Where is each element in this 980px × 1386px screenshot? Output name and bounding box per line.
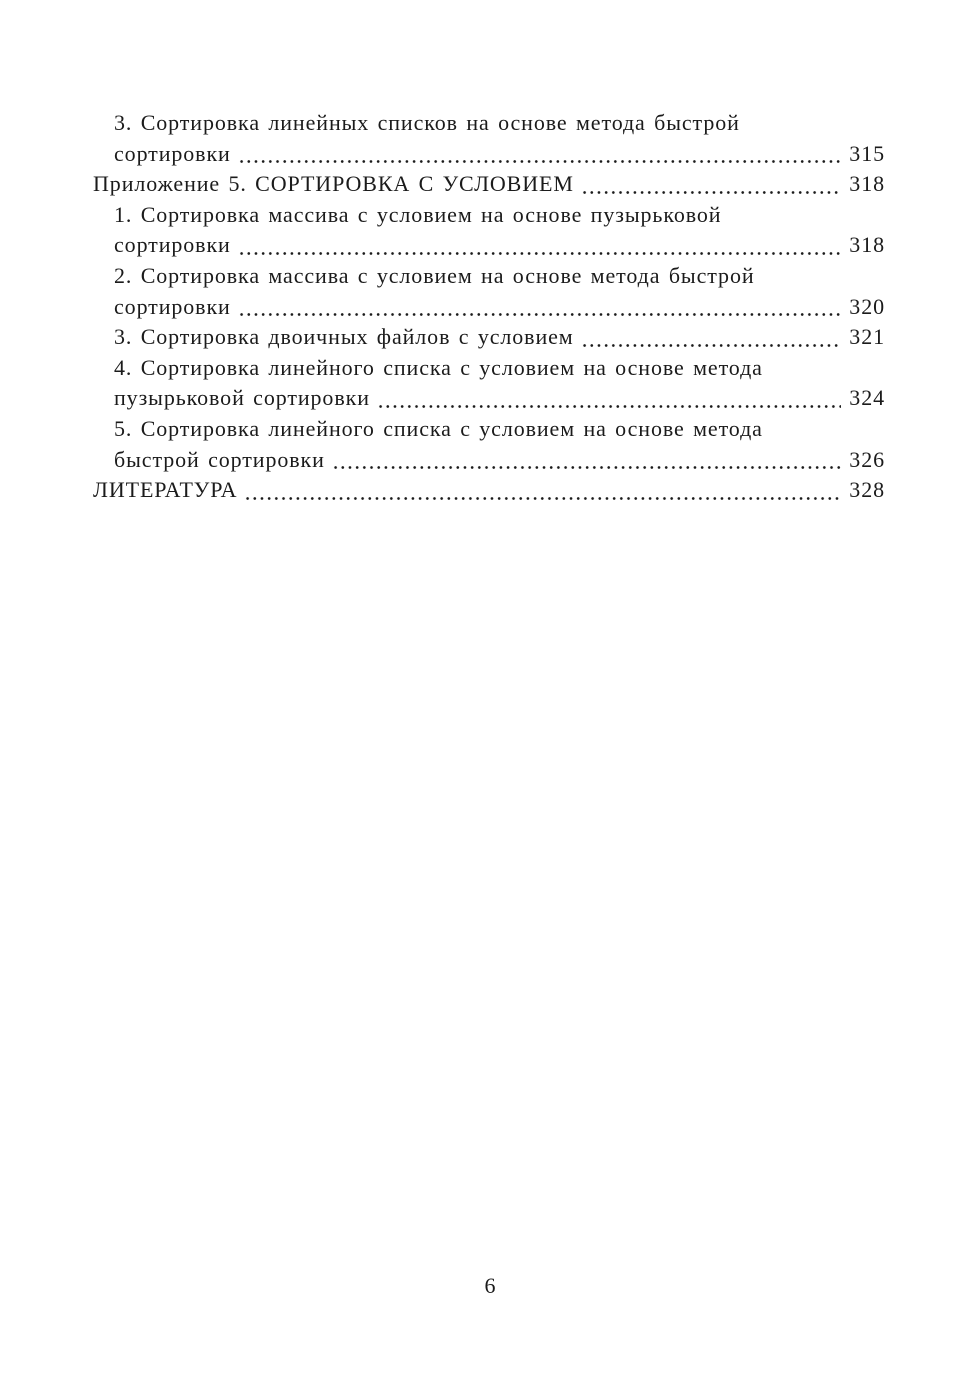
toc-page-number: 324 bbox=[849, 385, 885, 411]
toc-entry-text: 3. Сортировка двоичных файлов с условием bbox=[114, 324, 574, 350]
toc-line bbox=[93, 230, 885, 261]
toc-line bbox=[93, 383, 885, 414]
toc-entry-text: сортировки bbox=[114, 232, 231, 258]
toc-line bbox=[93, 445, 885, 476]
toc-entry-text: 2. Сортировка массива с условием на основе метода быстрой bbox=[114, 262, 755, 288]
dot-leader bbox=[332, 466, 841, 469]
toc-entry-text: ЛИТЕРАТУРА bbox=[93, 477, 238, 503]
toc-page-number: 315 bbox=[849, 140, 885, 166]
toc-line bbox=[93, 322, 885, 353]
toc-entry-text: 5. Сортировка линейного списка с условием на основе метода bbox=[114, 415, 763, 441]
dot-leader bbox=[238, 252, 841, 255]
toc-page-number: 326 bbox=[849, 446, 885, 472]
toc-page-number: 321 bbox=[849, 324, 885, 350]
toc-line bbox=[93, 200, 885, 231]
dot-leader bbox=[244, 497, 841, 500]
toc-entry-text: пузырьковой сортировки bbox=[114, 385, 370, 411]
toc-line bbox=[93, 292, 885, 323]
dot-leader bbox=[581, 191, 841, 194]
toc-line bbox=[93, 414, 885, 445]
toc-line bbox=[93, 108, 885, 139]
page-footer bbox=[0, 1271, 980, 1302]
toc-entry-text: сортировки bbox=[114, 293, 231, 319]
toc-line bbox=[93, 353, 885, 384]
dot-leader bbox=[377, 405, 841, 408]
toc-entry-text: 1. Сортировка массива с условием на основе пузырьковой bbox=[114, 201, 722, 227]
table-of-contents bbox=[93, 108, 885, 506]
toc-line bbox=[93, 169, 885, 200]
dot-leader bbox=[238, 313, 841, 316]
toc-page-number: 328 bbox=[849, 477, 885, 503]
toc-entry-text: Приложение 5. СОРТИРОВКА С УСЛОВИЕМ bbox=[93, 171, 574, 197]
toc-page-number: 320 bbox=[849, 293, 885, 319]
dot-leader bbox=[581, 344, 841, 347]
toc-page-number: 318 bbox=[849, 171, 885, 197]
toc-page-number: 318 bbox=[849, 232, 885, 258]
toc-line bbox=[93, 139, 885, 170]
toc-entry-text: быстрой сортировки bbox=[114, 446, 325, 472]
dot-leader bbox=[238, 160, 841, 163]
toc-entry-text: 3. Сортировка линейных списков на основе метода быстрой bbox=[114, 110, 740, 135]
toc-line bbox=[93, 261, 885, 292]
footer-page-number: 6 bbox=[484, 1273, 496, 1298]
toc-line bbox=[93, 475, 885, 506]
toc-entry-text: 4. Сортировка линейного списка с условием на основе метода bbox=[114, 354, 763, 380]
toc-entry-text: сортировки bbox=[114, 140, 231, 166]
